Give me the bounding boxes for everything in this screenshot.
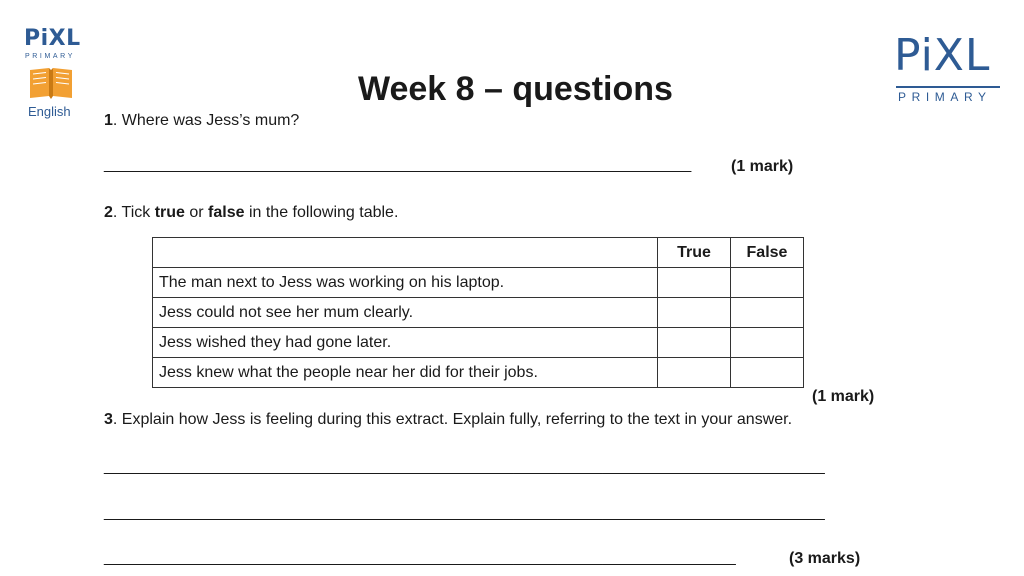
question-2-false-word: false xyxy=(208,204,245,221)
statement-cell: Jess knew what the people near her did for their jobs. xyxy=(153,358,658,388)
table-header-false: False xyxy=(731,238,804,268)
true-tick-cell[interactable] xyxy=(658,358,731,388)
question-2-mark: (1 mark) xyxy=(812,388,875,405)
table-row xyxy=(153,268,804,298)
statement-cell: Jess wished they had gone later. xyxy=(153,328,658,358)
pixl-english-logo xyxy=(22,26,84,122)
question-3-text: . Explain how Jess is feeling during this extract. Explain fully, referring to the text in your answer. xyxy=(112,411,793,428)
statement-cell: The man next to Jess was working on his laptop. xyxy=(153,268,658,298)
statement-cell: Jess could not see her mum clearly. xyxy=(153,298,658,328)
table-header-true: True xyxy=(658,238,731,268)
logo-right-sub: PRIMARY xyxy=(898,90,992,104)
question-1-text: . Where was Jess’s mum? xyxy=(112,112,300,129)
question-2-text-b: or xyxy=(184,204,209,221)
logo-left-brand: PiXL xyxy=(24,26,81,51)
answer-line-q3-2[interactable]: _________________________________________________________________________________ xyxy=(104,504,825,521)
question-3 xyxy=(104,410,792,430)
question-3-number: 3 xyxy=(104,411,113,428)
question-2-number: 2 xyxy=(104,204,113,221)
false-tick-cell[interactable] xyxy=(731,328,804,358)
table-header-statement xyxy=(153,238,658,268)
logo-right-brand: PiXL xyxy=(894,30,991,81)
question-2-text-c: in the following table. xyxy=(244,204,399,221)
true-tick-cell[interactable] xyxy=(658,268,731,298)
answer-line-q3-3[interactable]: _______________________________________________________________________ xyxy=(104,549,736,566)
table-row xyxy=(153,298,804,328)
true-false-table xyxy=(152,237,804,388)
question-1-mark: (1 mark) xyxy=(731,158,794,175)
logo-left-sub: PRIMARY xyxy=(25,53,75,60)
answer-line-q3-1[interactable]: _________________________________________________________________________________ xyxy=(104,458,825,475)
false-tick-cell[interactable] xyxy=(731,298,804,328)
table-header-row xyxy=(153,238,804,268)
answer-line-q1[interactable]: __________________________________________________________________ xyxy=(104,156,692,173)
question-1-number: 1 xyxy=(104,112,113,129)
book-icon xyxy=(28,66,74,100)
logo-left-caption: English xyxy=(28,104,71,119)
true-tick-cell[interactable] xyxy=(658,298,731,328)
table-row xyxy=(153,358,804,388)
page-title: Week 8 – questions xyxy=(358,70,673,108)
pixl-primary-logo xyxy=(890,32,1006,112)
false-tick-cell[interactable] xyxy=(731,268,804,298)
false-tick-cell[interactable] xyxy=(731,358,804,388)
question-3-mark: (3 marks) xyxy=(789,550,861,567)
question-2-true-word: true xyxy=(154,204,185,221)
true-tick-cell[interactable] xyxy=(658,328,731,358)
logo-right-rule xyxy=(896,86,1000,88)
table-row xyxy=(153,328,804,358)
question-2-text-a: . Tick xyxy=(112,204,155,221)
question-2 xyxy=(104,203,398,223)
question-1 xyxy=(104,111,299,131)
